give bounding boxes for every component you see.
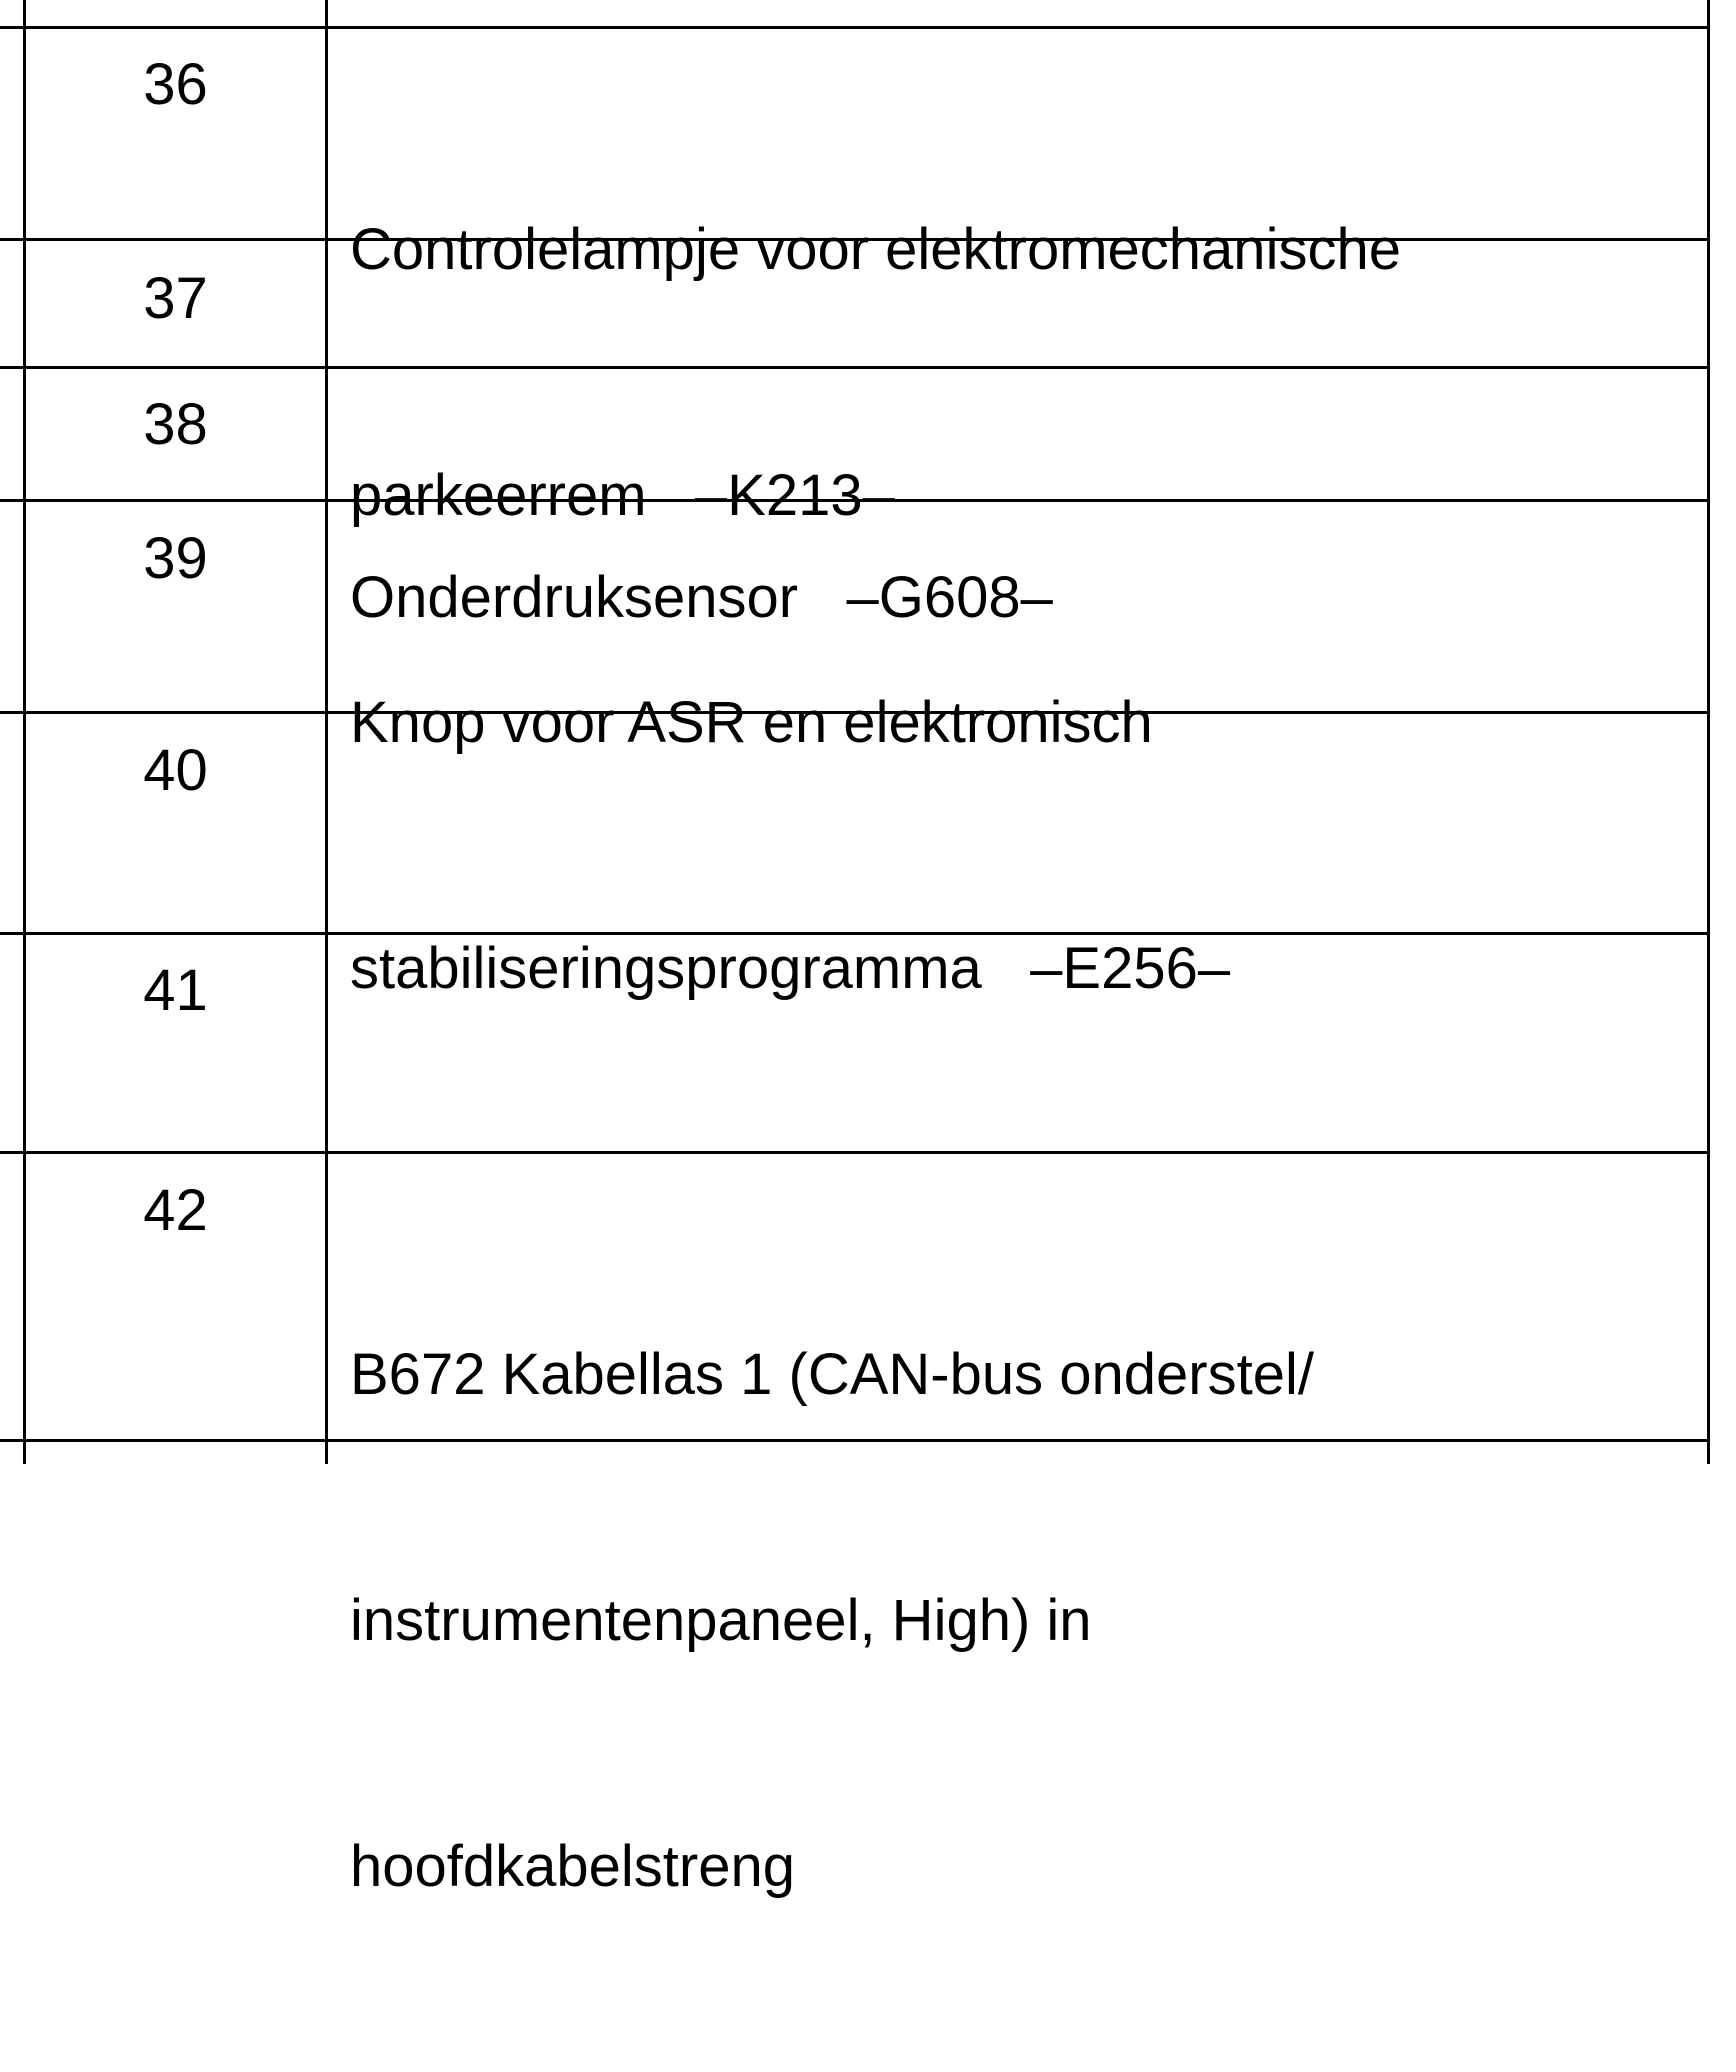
row-number: 38 (143, 392, 208, 457)
row-number: 37 (143, 266, 208, 331)
row-divider (0, 26, 1710, 29)
table-border-right (1707, 0, 1710, 1464)
description-line: B672 Kabellas 1 (CAN-bus onderstel/ (350, 1342, 1314, 1407)
row-number: 36 (143, 52, 208, 117)
description-line: parkeerrem –K213– (350, 463, 895, 528)
description-line: instrumentenpaneel, High) in (350, 1588, 1092, 1653)
description-line: stabiliseringsprogramma –E256– (350, 936, 1231, 1001)
row-number: 40 (143, 738, 208, 803)
description-line: Knop voor ASR en elektronisch (350, 690, 1153, 755)
row-description (350, 1170, 1690, 2072)
row-number: 42 (143, 1178, 208, 1243)
table-column-divider (325, 0, 328, 1464)
row-number: 41 (143, 958, 208, 1023)
description-line: hoofdkabelstreng (350, 1834, 795, 1899)
description-line: Controlelampje voor elektromechanische (350, 217, 1401, 282)
table-border-left (23, 0, 26, 1464)
row-description (350, 518, 1690, 1174)
description-line: Onderdruksensor –G608– (350, 565, 1053, 630)
row-number: 39 (143, 526, 208, 591)
